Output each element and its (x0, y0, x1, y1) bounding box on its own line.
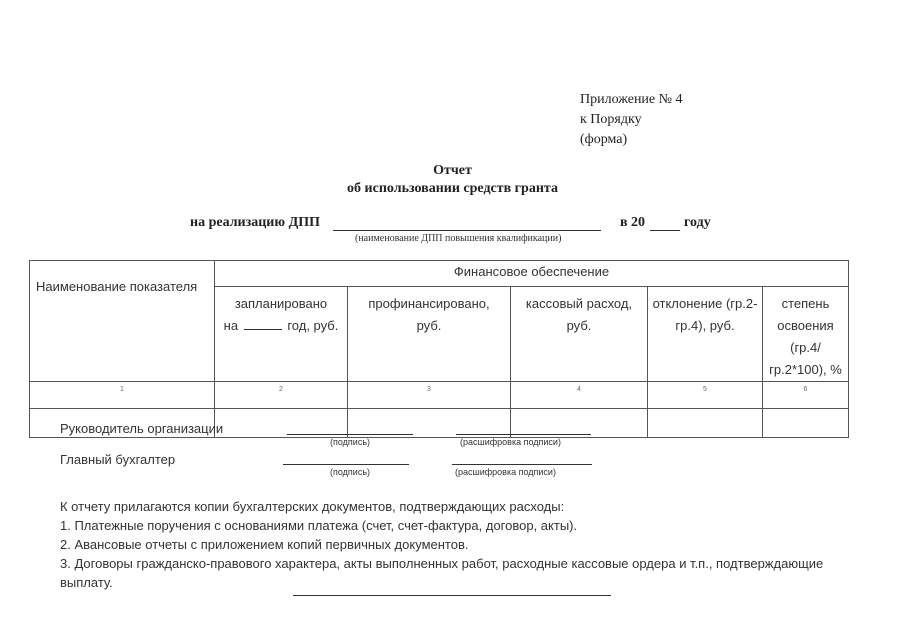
table-cell (648, 409, 763, 438)
head-decode-hint: (расшифровка подписи) (460, 437, 561, 447)
attachments-notes (60, 497, 850, 592)
planned-year-line (244, 329, 282, 330)
column-header-indicator: Наименование показателя (30, 261, 215, 382)
column-number: 4 (511, 382, 648, 409)
column-header-planned (215, 287, 348, 382)
appendix-number: Приложение № 4 (580, 92, 683, 107)
column-header-financed: профинансировано, руб. (348, 287, 511, 382)
planned-prefix: на (223, 318, 239, 333)
column-group-financing: Финансовое обеспечение (215, 261, 849, 287)
column-header-deviation: отклонение (гр.2-гр.4), руб. (648, 287, 763, 382)
column-number-row (30, 382, 849, 409)
column-number: 3 (348, 382, 511, 409)
financial-table (29, 260, 849, 438)
planned-suffix: год, руб. (287, 318, 339, 333)
column-header-mastery: степень освоения (гр.4/гр.2*100), % (763, 287, 849, 382)
year-suffix: году (684, 215, 711, 230)
notes-item: 3. Договоры гражданско-правового характера, акты выполненных работ, расходные кассовые ордера и т.п., подтверждающие выплату. (60, 556, 824, 590)
column-number: 6 (763, 382, 849, 409)
report-title: Отчет (433, 163, 472, 178)
appendix-form-label: (форма) (580, 132, 628, 147)
accountant-decode-line (452, 464, 592, 465)
head-signature-hint: (подпись) (330, 437, 371, 447)
program-name-hint: (наименование ДПП повышения квалификации) (355, 233, 562, 244)
table-cell (763, 409, 849, 438)
accountant-signature-line (283, 464, 409, 465)
planned-period (215, 315, 347, 337)
column-number: 5 (648, 382, 763, 409)
appendix-order-ref: к Порядку (580, 112, 642, 127)
head-of-organization-label: Руководитель организации (60, 421, 224, 436)
accountant-decode-hint: (расшифровка подписи) (455, 467, 556, 477)
notes-item: 2. Авансовые отчеты с приложением копий первичных документов. (60, 537, 469, 552)
program-name-line (333, 230, 601, 231)
column-number: 1 (30, 382, 215, 409)
appendix-block (580, 90, 683, 150)
subject-prefix: на реализацию ДПП (190, 215, 320, 230)
report-subtitle: об использовании средств гранта (347, 181, 558, 196)
chief-accountant-label: Главный бухгалтер (60, 452, 176, 467)
year-label: в 20 (620, 215, 646, 230)
table-header-row (30, 261, 849, 287)
accountant-signature-hint: (подпись) (330, 467, 371, 477)
year-line (650, 230, 680, 231)
column-header-cash: кассовый расход, руб. (511, 287, 648, 382)
head-decode-line (456, 434, 591, 435)
column-number: 2 (215, 382, 348, 409)
notes-item: 1. Платежные поручения с основаниями платежа (счет, счет-фактура, договор, акты). (60, 518, 578, 533)
notes-intro: К отчету прилагаются копии бухгалтерских документов, подтверждающих расходы: (60, 499, 565, 514)
bottom-separator-line (293, 595, 611, 596)
planned-label: запланировано (234, 296, 328, 311)
head-signature-line (287, 434, 413, 435)
